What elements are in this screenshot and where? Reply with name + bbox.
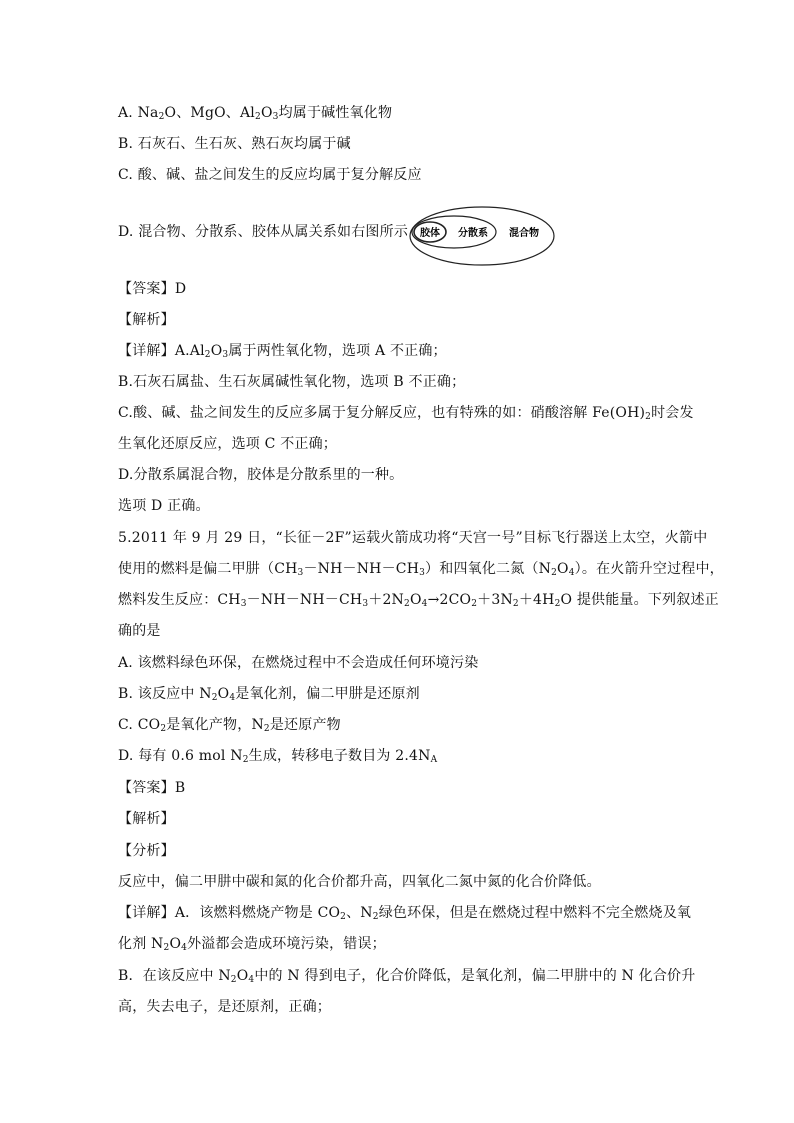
q5-explanation-b-line1: B．在该反应中 $N_2O_4$中的 N 得到电子，化合价降低，是氧化剂，偏二甲肼中的 N 化合价升	[118, 968, 696, 985]
venn-diagram	[408, 205, 556, 267]
q4-option-a: A. $Na_2O$、MgO、$Al_2O_3$均属于碱性氧化物	[118, 105, 393, 122]
q4-explanation-b: B.石灰石属盐、生石灰属碱性氧化物，选项 B 不正确；	[118, 374, 466, 390]
q4-explanation-d: D.分散系属混合物，胶体是分散系里的一种。	[118, 467, 404, 483]
venn-label-middle: 分散系	[458, 228, 488, 239]
q4-explanation-c-line1: C.酸、碱、盐之间发生的反应多属于复分解反应，也有特殊的如：硝酸溶解 $Fe(OH)_2$时会发	[118, 405, 694, 422]
q4-analysis-heading: 【解析】	[118, 312, 175, 328]
q5-fenxi-text: 反应中，偏二甲肼中碳和氮的化合价都升高，四氧化二氮中氮的化合价降低。	[118, 874, 601, 890]
q5-option-a: A. 该燃料绿色环保，在燃烧过程中不会造成任何环境污染	[118, 655, 479, 671]
q5-option-c: C. $CO_2$是氧化产物，$N_2$是还原产物	[118, 717, 341, 734]
q5-explanation-a-line1: 【详解】A．该燃料燃烧产物是 $CO_2$、$N_2$绿色环保，但是在燃烧过程中燃料不完全燃烧及氧	[118, 905, 692, 922]
q5-stem-line3: 燃料发生反应：$CH_3-NH-NH-CH_3+2N_2O_4\to 2CO_2+3N_2+4H_2O$ 提供能量。下列叙述正	[118, 592, 719, 609]
q5-explanation-a-line2: 化剂 $N_2O_4$外溢都会造成环境污染，错误；	[118, 936, 386, 953]
q4-explanation-a: 【详解】$A.Al_2O_3$属于两性氧化物，选项 A 不正确；	[118, 343, 447, 360]
q5-option-d: D. 每有 0.6 mol $N_2$生成，转移电子数目为 $2.4N_A$	[118, 748, 438, 765]
q5-option-b: B. 该反应中 $N_2O_4$是氧化剂，偏二甲肼是还原剂	[118, 686, 420, 703]
q4-option-b: B. 石灰石、生石灰、熟石灰均属于碱	[118, 136, 351, 152]
q5-explanation-b-line2: 高，失去电子，是还原剂，正确；	[118, 999, 331, 1015]
q4-answer: 【答案】D	[118, 281, 187, 297]
q5-analysis-heading: 【解析】	[118, 811, 175, 827]
q4-conclusion: 选项 D 正确。	[118, 498, 210, 514]
q4-option-c: C. 酸、碱、盐之间发生的反应均属于复分解反应	[118, 167, 422, 183]
q5-answer: 【答案】B	[118, 780, 186, 796]
q5-stem-line2: 使用的燃料是偏二甲肼$(CH_3-NH-NH-CH_3)$和四氧化二氮$(N_2O_4)$。在火箭升空过程中，	[118, 561, 724, 578]
q5-stem-line4: 确的是	[118, 623, 161, 639]
venn-label-outer: 混合物	[509, 228, 539, 239]
q4-option-d: D. 混合物、分散系、胶体从属关系如右图所示	[118, 224, 409, 240]
venn-label-inner: 胶体	[420, 228, 440, 239]
q5-fenxi-heading: 【分析】	[118, 843, 175, 859]
q5-stem-line1: 5.2011 年 9 月 29 日，“长征－2F”运载火箭成功将“天宫一号”目标飞行器送上太空，火箭中	[118, 530, 708, 546]
q4-explanation-c-line2: 生氧化还原反应，选项 C 不正确；	[118, 436, 338, 452]
